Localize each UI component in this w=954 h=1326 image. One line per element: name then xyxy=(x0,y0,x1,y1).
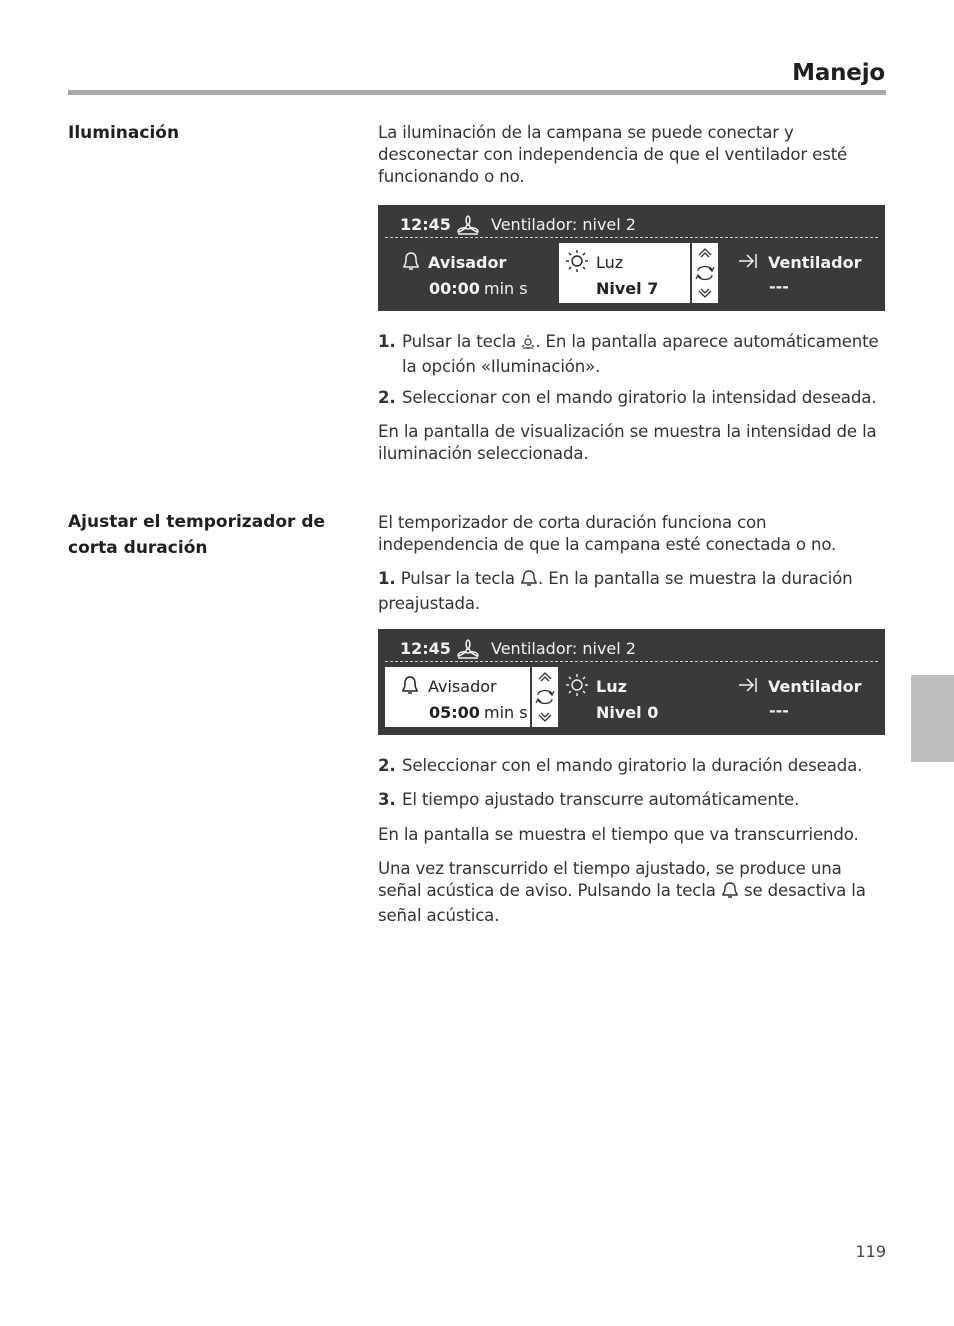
display-clock: 12:45 xyxy=(400,215,451,234)
timer-step-3: 3. El tiempo ajustado transcurre automáticamente. xyxy=(378,790,800,809)
display-light-label: Luz xyxy=(596,677,627,696)
display-timer-value: 05:00 xyxy=(429,703,480,722)
display-clock: 12:45 xyxy=(400,639,451,658)
display-timer-value: 00:00 xyxy=(429,279,480,298)
rotary-knob-icon xyxy=(692,243,718,303)
light-key-icon xyxy=(521,334,535,356)
header-rule xyxy=(68,90,886,95)
display-panel-light xyxy=(378,205,885,311)
illumination-step-1: 1. Pulsar la tecla . En la pantalla aparece automáticamente la opción «Iluminación». xyxy=(378,332,879,376)
display-fan-value: --- xyxy=(769,701,789,720)
display-fan-status: Ventilador: nivel 2 xyxy=(491,639,636,658)
bell-key-icon xyxy=(721,881,739,905)
bell-icon xyxy=(399,674,421,700)
display-fan-status: Ventilador: nivel 2 xyxy=(491,215,636,234)
light-icon xyxy=(565,673,589,701)
page-title: Manejo xyxy=(792,60,885,86)
page-number: 119 xyxy=(855,1242,886,1261)
display-divider xyxy=(385,661,878,662)
display-timer-unit: min s xyxy=(484,279,528,298)
illumination-intro: La iluminación de la campana se puede conectar y desconectar con independencia de que el ventilador esté funcionando o no. xyxy=(378,123,848,186)
display-fan-label: Ventilador xyxy=(768,677,862,696)
timer-para-1: En la pantalla se muestra el tiempo que va transcurriendo. xyxy=(378,825,859,844)
illumination-outro: En la pantalla de visualización se muestra la intensidad de la iluminación seleccionada. xyxy=(378,422,877,463)
timer-step-2: 2. Seleccionar con el mando giratorio la duración deseada. xyxy=(378,756,863,775)
display-timer-label: Avisador xyxy=(428,677,497,696)
timer-para-2: Una vez transcurrido el tiempo ajustado, se produce una señal acústica de aviso. Pulsando la tecla se desactiva la señal acústica. xyxy=(378,859,866,925)
arrow-to-bar-icon xyxy=(738,675,758,699)
arrow-to-bar-icon xyxy=(738,251,758,275)
timer-step-1: 1. Pulsar la tecla . En la pantalla se muestra la duración preajustada. xyxy=(378,569,853,613)
display-light-cell-selected xyxy=(559,243,690,303)
chapter-tab-marker xyxy=(911,675,954,762)
display-panel-timer xyxy=(378,629,885,735)
bell-icon xyxy=(400,250,422,276)
display-divider xyxy=(385,237,878,238)
display-fan-label: Ventilador xyxy=(768,253,862,272)
section-heading-timer: Ajustar el temporizador de corta duración xyxy=(68,512,326,558)
display-timer-cell-selected xyxy=(385,667,530,727)
display-timer-label: Avisador xyxy=(428,253,507,272)
display-timer-unit: min s xyxy=(484,703,528,722)
display-light-value: Nivel 0 xyxy=(596,703,659,722)
display-fan-value: --- xyxy=(769,277,789,296)
display-light-label: Luz xyxy=(596,253,624,272)
display-light-value: Nivel 7 xyxy=(596,279,659,298)
rotary-knob-icon xyxy=(532,667,558,727)
section-heading-illumination: Iluminación xyxy=(68,123,180,143)
light-icon xyxy=(565,249,589,277)
illumination-step-2: 2. Seleccionar con el mando giratorio la intensidad deseada. xyxy=(378,388,877,407)
bell-key-icon xyxy=(520,569,538,593)
timer-intro: El temporizador de corta duración funciona con independencia de que la campana esté conectada o no. xyxy=(378,513,837,554)
